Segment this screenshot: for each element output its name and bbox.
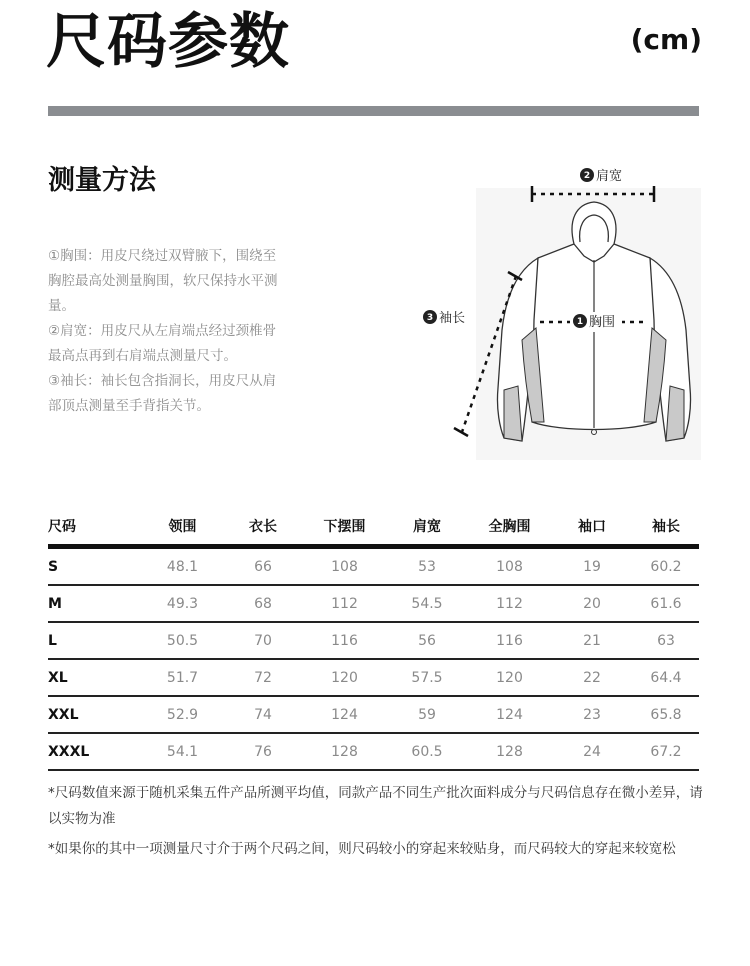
instruction-chest: ①胸围：用皮尺绕过双臂腋下，围绕至胸腔最高处测量胸围，软尺保持水平测量。 [48,248,278,314]
instruction-shoulder: ②肩宽：用皮尺从左肩端点经过颈椎骨最高点再到右肩端点测量尺寸。 [48,323,277,364]
sleeve-label: 袖长 [439,311,466,326]
cell-value: 63 [633,622,699,659]
cell-value: 57.5 [386,659,468,696]
measurement-instructions [48,244,288,419]
cell-value: 112 [303,585,386,622]
cell-value: 108 [303,547,386,586]
table-row [48,547,699,586]
jacket-illustration [418,160,708,465]
cell-value: 56 [386,622,468,659]
header-hem: 下摆围 [303,508,386,547]
cell-value: 65.8 [633,696,699,733]
cell-value: 60.2 [633,547,699,586]
shoulder-number: 2 [583,171,591,181]
cell-value: 19 [551,547,633,586]
cell-value: 53 [386,547,468,586]
shoulder-label: 肩宽 [596,169,623,184]
cell-value: 64.4 [633,659,699,696]
cell-value: 22 [551,659,633,696]
header-cuff: 袖口 [551,508,633,547]
cell-value: 21 [551,622,633,659]
size-chart-table [48,508,699,771]
note-size-advice: *如果你的其中一项测量尺寸介于两个尺码之间，则尺码较小的穿起来较贴身，而尺码较大的穿起来较宽松 [48,841,676,857]
chest-number: 1 [576,317,584,327]
cell-value: 124 [303,696,386,733]
cell-value: 20 [551,585,633,622]
cell-value: 59 [386,696,468,733]
header-chest: 全胸围 [468,508,551,547]
header-size: 尺码 [48,508,142,547]
cell-value: 112 [468,585,551,622]
cell-value: 48.1 [142,547,223,586]
cell-size: XL [48,659,142,696]
footnotes [48,780,703,866]
cell-size: XXXL [48,733,142,770]
cell-value: 54.1 [142,733,223,770]
cell-size: S [48,547,142,586]
cell-value: 52.9 [142,696,223,733]
cell-value: 70 [223,622,303,659]
cell-value: 49.3 [142,585,223,622]
header-divider [48,106,699,116]
cell-value: 74 [223,696,303,733]
header-sleeve: 袖长 [633,508,699,547]
cell-value: 116 [468,622,551,659]
sleeve-number: 3 [426,313,434,323]
table-row [48,733,699,770]
cell-value: 116 [303,622,386,659]
cell-value: 72 [223,659,303,696]
cell-value: 120 [303,659,386,696]
cell-value: 68 [223,585,303,622]
cell-value: 108 [468,547,551,586]
table-row [48,696,699,733]
table-header-row [48,508,699,547]
cell-value: 24 [551,733,633,770]
table-row [48,585,699,622]
cell-value: 54.5 [386,585,468,622]
page-title: 尺码参数 [46,7,290,77]
cell-value: 60.5 [386,733,468,770]
header-length: 衣长 [223,508,303,547]
table-row [48,659,699,696]
jacket-measurement-diagram [418,160,708,465]
header-neck: 领围 [142,508,223,547]
cell-value: 66 [223,547,303,586]
section-title: 测量方法 [48,165,156,196]
cell-size: XXL [48,696,142,733]
header-shoulder: 肩宽 [386,508,468,547]
unit-label: (cm) [630,23,702,56]
cell-value: 76 [223,733,303,770]
cell-size: L [48,622,142,659]
cell-value: 128 [303,733,386,770]
cell-value: 61.6 [633,585,699,622]
cell-value: 67.2 [633,733,699,770]
cell-value: 128 [468,733,551,770]
cell-value: 50.5 [142,622,223,659]
cell-value: 124 [468,696,551,733]
note-average-values: *尺码数值来源于随机采集五件产品所测平均值，同款产品不同生产批次面料成分与尺码信息存在微小差异，请以实物为准 [48,785,703,827]
table-row [48,622,699,659]
instruction-sleeve: ③袖长：袖长包含指洞长，用皮尺从肩部顶点测量至手背指关节。 [48,373,277,414]
cell-size: M [48,585,142,622]
cell-value: 23 [551,696,633,733]
cell-value: 51.7 [142,659,223,696]
cell-value: 120 [468,659,551,696]
chest-label: 胸围 [589,315,616,330]
